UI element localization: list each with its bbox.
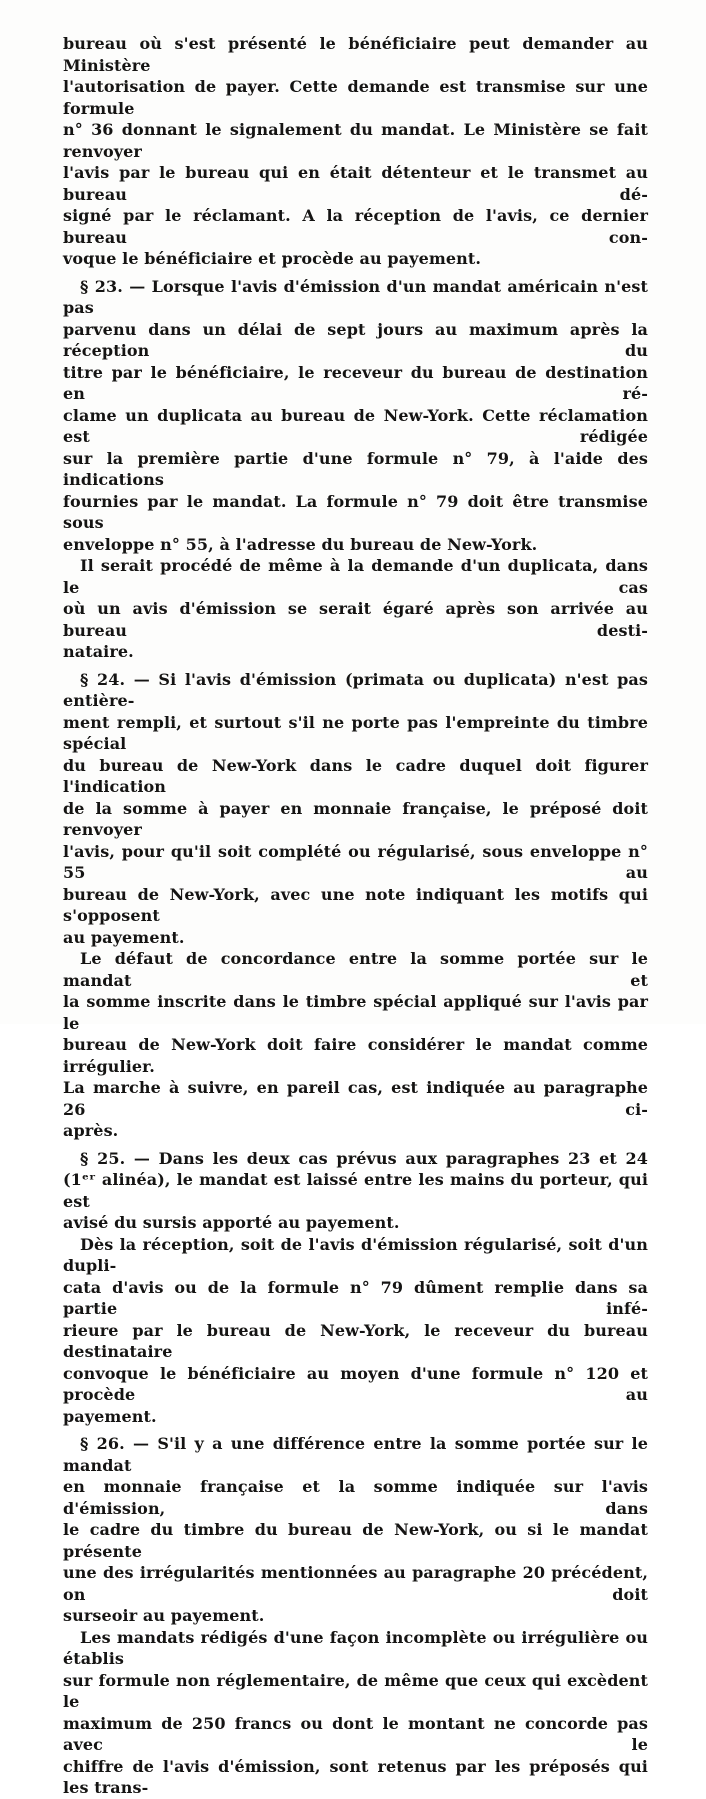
text-line: la somme inscrite dans le timbre spécial appliqué sur l'avis par le [63,992,648,1033]
text-line: après. [63,1121,119,1140]
text-line: nataire. [63,642,134,661]
text-line: l'avis, pour qu'il soit complété ou régularisé, sous enveloppe n° 55 au [63,841,648,882]
text-line: de la somme à payer en monnaie française, le préposé doit renvoyer [63,798,648,839]
text-line: avisé du sursis apporté au payement. [63,1213,400,1232]
text-line: enveloppe n° 55, à l'adresse du bureau de New-York. [63,534,538,554]
text-line: n° 36 donnant le signalement du mandat. Le Ministère se fait renvoyer [63,120,648,161]
text-line: voque le bénéficiaire et procède au payement. [63,249,482,268]
text-line: fournies par le mandat. La formule n° 79 doit être transmise sous [63,491,648,532]
text-line: § 25. — Dans les deux cas prévus aux paragraphes 23 et 24 [80,1148,648,1168]
paragraph [63,1234,648,1428]
text-line: signé par le réclamant. A la réception de l'avis, ce dernier bureau con- [63,206,648,247]
paragraph [63,555,648,663]
paragraph [63,1627,648,1799]
text-line: payement. [63,1406,157,1426]
text-line: chiffre de l'avis d'émission, sont retenus par les préposés qui les trans- [63,1756,648,1797]
text-line: du bureau de New-York dans le cadre duquel doit figurer l'indication [63,755,648,796]
text-line: bureau de New-York, avec une note indiquant les motifs qui s'opposent [63,884,648,925]
text-line: bureau où s'est présenté le bénéficiaire peut demander au Ministère [63,34,648,75]
text-line: convoque le bénéficiaire au moyen d'une formule n° 120 et procède au [63,1363,648,1404]
text-line: ment rempli, et surtout s'il ne porte pas l'empreinte du timbre spécial [63,712,648,753]
text-line: sur la première partie d'une formule n° 79, à l'aide des indications [63,448,648,489]
text-line: (1ᵉʳ alinéa), le mandat est laissé entre les mains du porteur, qui est [63,1170,648,1211]
text-line: l'avis par le bureau qui en était détenteur et le transmet au bureau dé- [63,163,648,204]
text-line: en monnaie française et la somme indiquée sur l'avis d'émission, dans [63,1477,648,1518]
text-line: le cadre du timbre du bureau de New-York, ou si le mandat présente [63,1520,648,1561]
text-line: La marche à suivre, en pareil cas, est indiquée au paragraphe 26 ci- [63,1078,648,1119]
text-line: titre par le bénéficiaire, le receveur du bureau de destination en ré- [63,362,648,403]
text-line: où un avis d'émission se serait égaré après son arrivée au bureau desti- [63,599,648,640]
paragraph [63,948,648,1142]
text-line: sur formule non réglementaire, de même que ceux qui excèdent le [63,1670,648,1711]
section-paragraph [63,1433,648,1627]
text-line: § 24. — Si l'avis d'émission (primata ou duplicata) n'est pas entière- [63,669,648,710]
text-line: cata d'avis ou de la formule n° 79 dûment remplie dans sa partie infé- [63,1277,648,1318]
text-line: maximum de 250 francs ou dont le montant ne concorde pas avec le [63,1713,648,1754]
section-paragraph [63,1148,648,1234]
text-line: une des irrégularités mentionnées au paragraphe 20 précédent, on doit [63,1563,648,1604]
page-text [63,33,648,1799]
text-line: Il serait procédé de même à la demande d'un duplicata, dans le cas [63,556,648,597]
text-line: au payement. [63,927,185,947]
section-paragraph [63,669,648,949]
text-line: Le défaut de concordance entre la somme portée sur le mandat et [63,949,648,990]
text-line: clame un duplicata au bureau de New-York. Cette réclamation est rédigée [63,405,648,446]
text-line: surseoir au payement. [63,1606,265,1625]
text-line: Dès la réception, soit de l'avis d'émission régularisé, soit d'un dupli- [63,1234,648,1275]
text-line: bureau de New-York doit faire considérer le mandat comme irrégulier. [63,1035,648,1076]
section-paragraph [63,276,648,556]
text-line: rieure par le bureau de New-York, le receveur du bureau destinataire [63,1320,648,1361]
text-line: § 23. — Lorsque l'avis d'émission d'un mandat américain n'est pas [63,276,648,317]
text-line: l'autorisation de payer. Cette demande est transmise sur une formule [63,77,648,118]
text-line: Les mandats rédigés d'une façon incomplète ou irrégulière ou établis [63,1627,648,1668]
text-line: § 26. — S'il y a une différence entre la somme portée sur le mandat [63,1434,648,1475]
paragraph [63,33,648,270]
text-line: parvenu dans un délai de sept jours au maximum après la réception du [63,319,648,360]
